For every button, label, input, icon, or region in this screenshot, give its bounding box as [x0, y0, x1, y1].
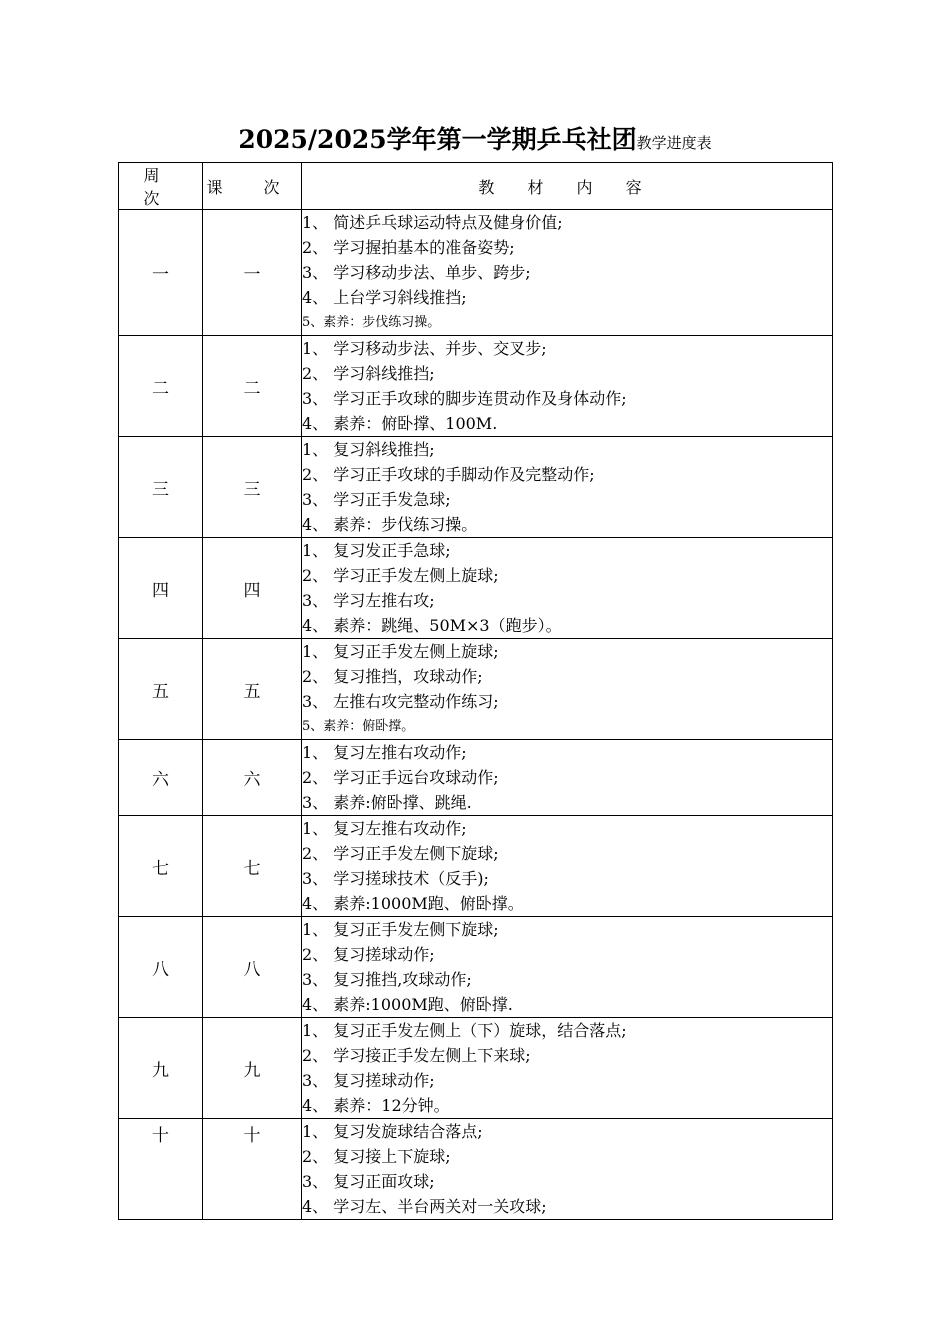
content-cell — [302, 1119, 833, 1220]
content-item: 2、 学习正手发左侧下旋球; — [302, 844, 499, 863]
content-cell — [302, 1018, 833, 1119]
table-row — [119, 740, 833, 816]
content-item: 4、 素养：步伐练习操。 — [302, 515, 478, 534]
title-sub: 教学进度表 — [636, 134, 712, 152]
header-lesson: 课 次 — [203, 163, 302, 210]
content-item: 2、 复习接上下旋球; — [302, 1147, 451, 1166]
content-item: 3、 复习正面攻球; — [302, 1172, 435, 1191]
lesson-cell: 四 — [203, 538, 302, 639]
lesson-cell: 八 — [203, 917, 302, 1018]
content-cell — [302, 336, 833, 437]
content-item: 4、 上台学习斜线推挡; — [302, 288, 467, 307]
content-item: 5、素养：俯卧撑。 — [302, 719, 415, 734]
content-item: 2、 学习斜线推挡; — [302, 364, 435, 383]
content-item: 3、 左推右攻完整动作练习; — [302, 692, 499, 711]
content-item: 5、素养：步伐练习操。 — [302, 315, 441, 330]
table-row — [119, 336, 833, 437]
content-cell — [302, 816, 833, 917]
content-cell — [302, 437, 833, 538]
content-item: 1、 复习正手发左侧上（下）旋球，结合落点; — [302, 1021, 627, 1040]
table-row — [119, 538, 833, 639]
content-item: 1、 复习发正手急球; — [302, 541, 451, 560]
content-item: 4、 学习左、半台两关对一关攻球; — [302, 1197, 547, 1216]
content-item: 3、 学习正手攻球的脚步连贯动作及身体动作; — [302, 389, 627, 408]
lesson-cell: 六 — [203, 740, 302, 816]
page-title — [0, 120, 950, 156]
content-item: 2、 学习正手攻球的手脚动作及完整动作; — [302, 465, 595, 484]
content-item: 3、 复习搓球动作; — [302, 1071, 435, 1090]
lesson-cell: 十 — [203, 1119, 302, 1220]
table-row — [119, 1018, 833, 1119]
content-item: 4、 素养：12分钟。 — [302, 1096, 450, 1115]
content-item: 3、 学习搓球技术（反手); — [302, 869, 489, 888]
content-item: 4、 素养:1000M跑、俯卧撑. — [302, 995, 513, 1014]
content-cell — [302, 538, 833, 639]
week-cell: 三 — [119, 437, 203, 538]
week-cell: 六 — [119, 740, 203, 816]
content-item: 2、 复习推挡，攻球动作; — [302, 667, 483, 686]
table-row — [119, 210, 833, 336]
content-item: 1、 复习正手发左侧下旋球; — [302, 920, 499, 939]
content-item: 1、 学习移动步法、并步、交叉步; — [302, 339, 547, 358]
content-item: 3、 学习正手发急球; — [302, 490, 451, 509]
lesson-cell: 七 — [203, 816, 302, 917]
content-item: 3、 学习移动步法、单步、跨步; — [302, 263, 531, 282]
content-item: 2、 学习正手发左侧上旋球; — [302, 566, 499, 585]
table-row — [119, 639, 833, 740]
content-item: 3、 学习左推右攻; — [302, 591, 435, 610]
week-cell: 五 — [119, 639, 203, 740]
title-main: 2025/2025学年第一学期乒乓社团 — [238, 125, 637, 154]
week-cell: 十 — [119, 1119, 203, 1220]
content-cell — [302, 639, 833, 740]
content-cell — [302, 210, 833, 336]
week-cell: 一 — [119, 210, 203, 336]
content-item: 2、 学习握拍基本的准备姿势; — [302, 238, 515, 257]
week-cell: 七 — [119, 816, 203, 917]
lesson-cell: 一 — [203, 210, 302, 336]
lesson-cell: 九 — [203, 1018, 302, 1119]
schedule-table — [118, 162, 833, 1220]
content-item: 2、 学习正手远台攻球动作; — [302, 768, 499, 787]
header-content: 教 材 内 容 — [302, 163, 833, 210]
content-item: 1、 复习左推右攻动作; — [302, 743, 467, 762]
table-row — [119, 917, 833, 1018]
content-cell — [302, 917, 833, 1018]
content-item: 1、 简述乒乓球运动特点及健身价值; — [302, 213, 563, 232]
content-item: 4、 素养：俯卧撑、100M. — [302, 414, 498, 433]
content-item: 1、 复习左推右攻动作; — [302, 819, 467, 838]
lesson-cell: 五 — [203, 639, 302, 740]
content-cell — [302, 740, 833, 816]
week-cell: 九 — [119, 1018, 203, 1119]
content-item: 3、 素养:俯卧撑、跳绳. — [302, 793, 472, 812]
content-item: 1、 复习正手发左侧上旋球; — [302, 642, 499, 661]
content-item: 2、 复习搓球动作; — [302, 945, 435, 964]
week-cell: 四 — [119, 538, 203, 639]
table-row — [119, 437, 833, 538]
table-row — [119, 1119, 833, 1220]
content-item: 3、 复习推挡,攻球动作; — [302, 970, 472, 989]
week-cell: 八 — [119, 917, 203, 1018]
header-week: 周 次 — [119, 163, 203, 210]
table-row — [119, 816, 833, 917]
week-cell: 二 — [119, 336, 203, 437]
content-item: 4、 素养：跳绳、50M×3（跑步）。 — [302, 616, 562, 635]
content-item: 1、 复习发旋球结合落点; — [302, 1122, 483, 1141]
lesson-cell: 三 — [203, 437, 302, 538]
content-item: 4、 素养:1000M跑、俯卧撑。 — [302, 894, 524, 913]
table-header-row — [119, 163, 833, 210]
content-item: 1、 复习斜线推挡; — [302, 440, 435, 459]
content-item: 2、 学习接正手发左侧上下来球; — [302, 1046, 531, 1065]
lesson-cell: 二 — [203, 336, 302, 437]
table-body — [119, 210, 833, 1220]
